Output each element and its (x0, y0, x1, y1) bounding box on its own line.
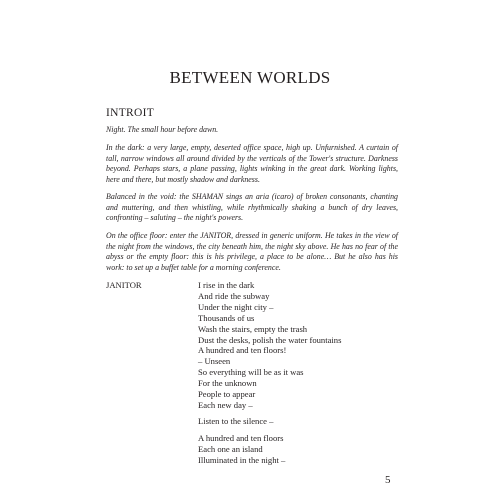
verse-line: Under the night city – (198, 301, 274, 312)
verse-line: People to appear (198, 389, 256, 400)
verse-line: So everything will be as it was (198, 367, 304, 378)
verse-line: And ride the subway (198, 290, 270, 301)
verse-line: Dust the desks, polish the water fountains (198, 334, 342, 345)
speaker-name: JANITOR (106, 280, 142, 290)
verse-line: A hundred and ten floors! (198, 345, 287, 356)
verse-line: – Unseen (198, 356, 231, 367)
stage-direction: Night. The small hour before dawn. (106, 125, 219, 134)
verse-block (198, 280, 341, 471)
stage-direction: Balanced in the void: the SHAMAN sings an aria (icaro) of broken consonants, chanting and muttering, and then whistling, while rhythmically shaking a bunch of dry leaves, confronting – saluting – the night's powers. (106, 192, 398, 223)
verse-line: Illuminated in the night – (198, 454, 286, 465)
stage-direction: On the office floor: enter the JANITOR, dressed in generic uniform. He takes in the view of the night from the windows, the city beneath him, the night sky above. He has no fear of the abyss or the empty floor: this is his privilege, a place to be alone… But he also has his work: to set up a buffet table for a morning conference. (106, 231, 398, 272)
verse-line: Each one an island (198, 443, 263, 454)
verse-line: A hundred and ten floors (198, 432, 284, 443)
verse-stanza (198, 416, 341, 427)
verse-line: Thousands of us (198, 312, 255, 323)
verse-line: I rise in the dark (198, 280, 255, 290)
verse-line: Listen to the silence – (198, 416, 274, 427)
verse-line: Each new day – (198, 399, 253, 410)
verse-line: For the unknown (198, 378, 257, 389)
stage-direction: In the dark: a very large, empty, deserted office space, high up. Unfurnished. A curtain of tall, narrow windows all around divided by the verticals of the Tower's structure. Darkness beyond. Perhaps stars, a plane passing, lights winking in the great dark. Working lights, here and there, but mostly shadow and darkness. (106, 143, 398, 184)
play-title: BETWEEN WORLDS (169, 68, 331, 87)
verse-line: Wash the stairs, empty the trash (198, 323, 308, 334)
verse-stanza (198, 280, 341, 411)
section-heading: INTROIT (106, 107, 155, 119)
verse-stanza (198, 433, 341, 466)
page-number: 5 (385, 474, 391, 486)
